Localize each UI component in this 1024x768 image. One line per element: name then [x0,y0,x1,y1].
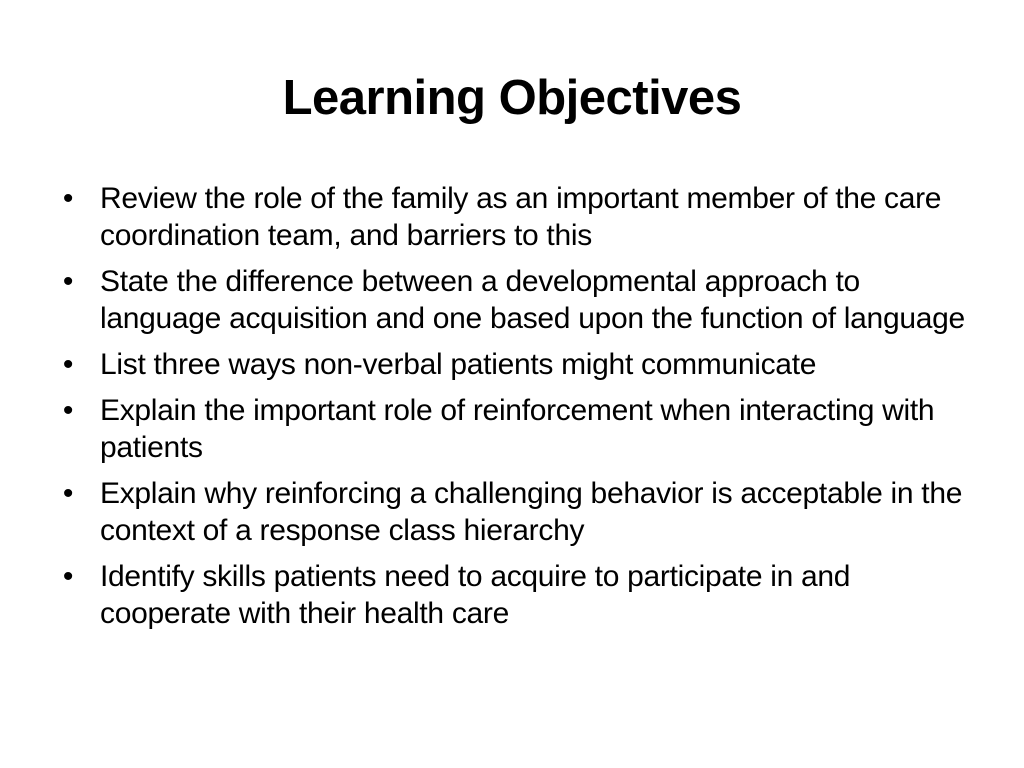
bullet-icon: • [62,265,74,298]
list-item-text: State the difference between a developmental approach to language acquisition and one based upon the function of language [100,265,965,335]
list-item [58,263,978,337]
list-item-text: Explain why reinforcing a challenging behavior is acceptable in the context of a response class hierarchy [100,477,963,547]
list-item [58,180,978,254]
slide-title: Learning Objectives [282,71,742,125]
list-item [58,346,978,383]
bullet-icon: • [62,394,74,427]
bullet-icon: • [62,477,74,510]
list-item [58,558,978,632]
objectives-list [58,180,978,641]
list-item [58,392,978,466]
list-item-text: List three ways non-verbal patients might communicate [100,348,817,381]
list-item-text: Review the role of the family as an important member of the care coordination team, and barriers to this [100,182,942,252]
list-item [58,475,978,549]
list-item-text: Identify skills patients need to acquire to participate in and cooperate with their health care [100,560,851,630]
bullet-icon: • [62,348,74,381]
bullet-icon: • [62,560,74,593]
bullet-icon: • [62,182,74,215]
list-item-text: Explain the important role of reinforcement when interacting with patients [100,394,935,464]
